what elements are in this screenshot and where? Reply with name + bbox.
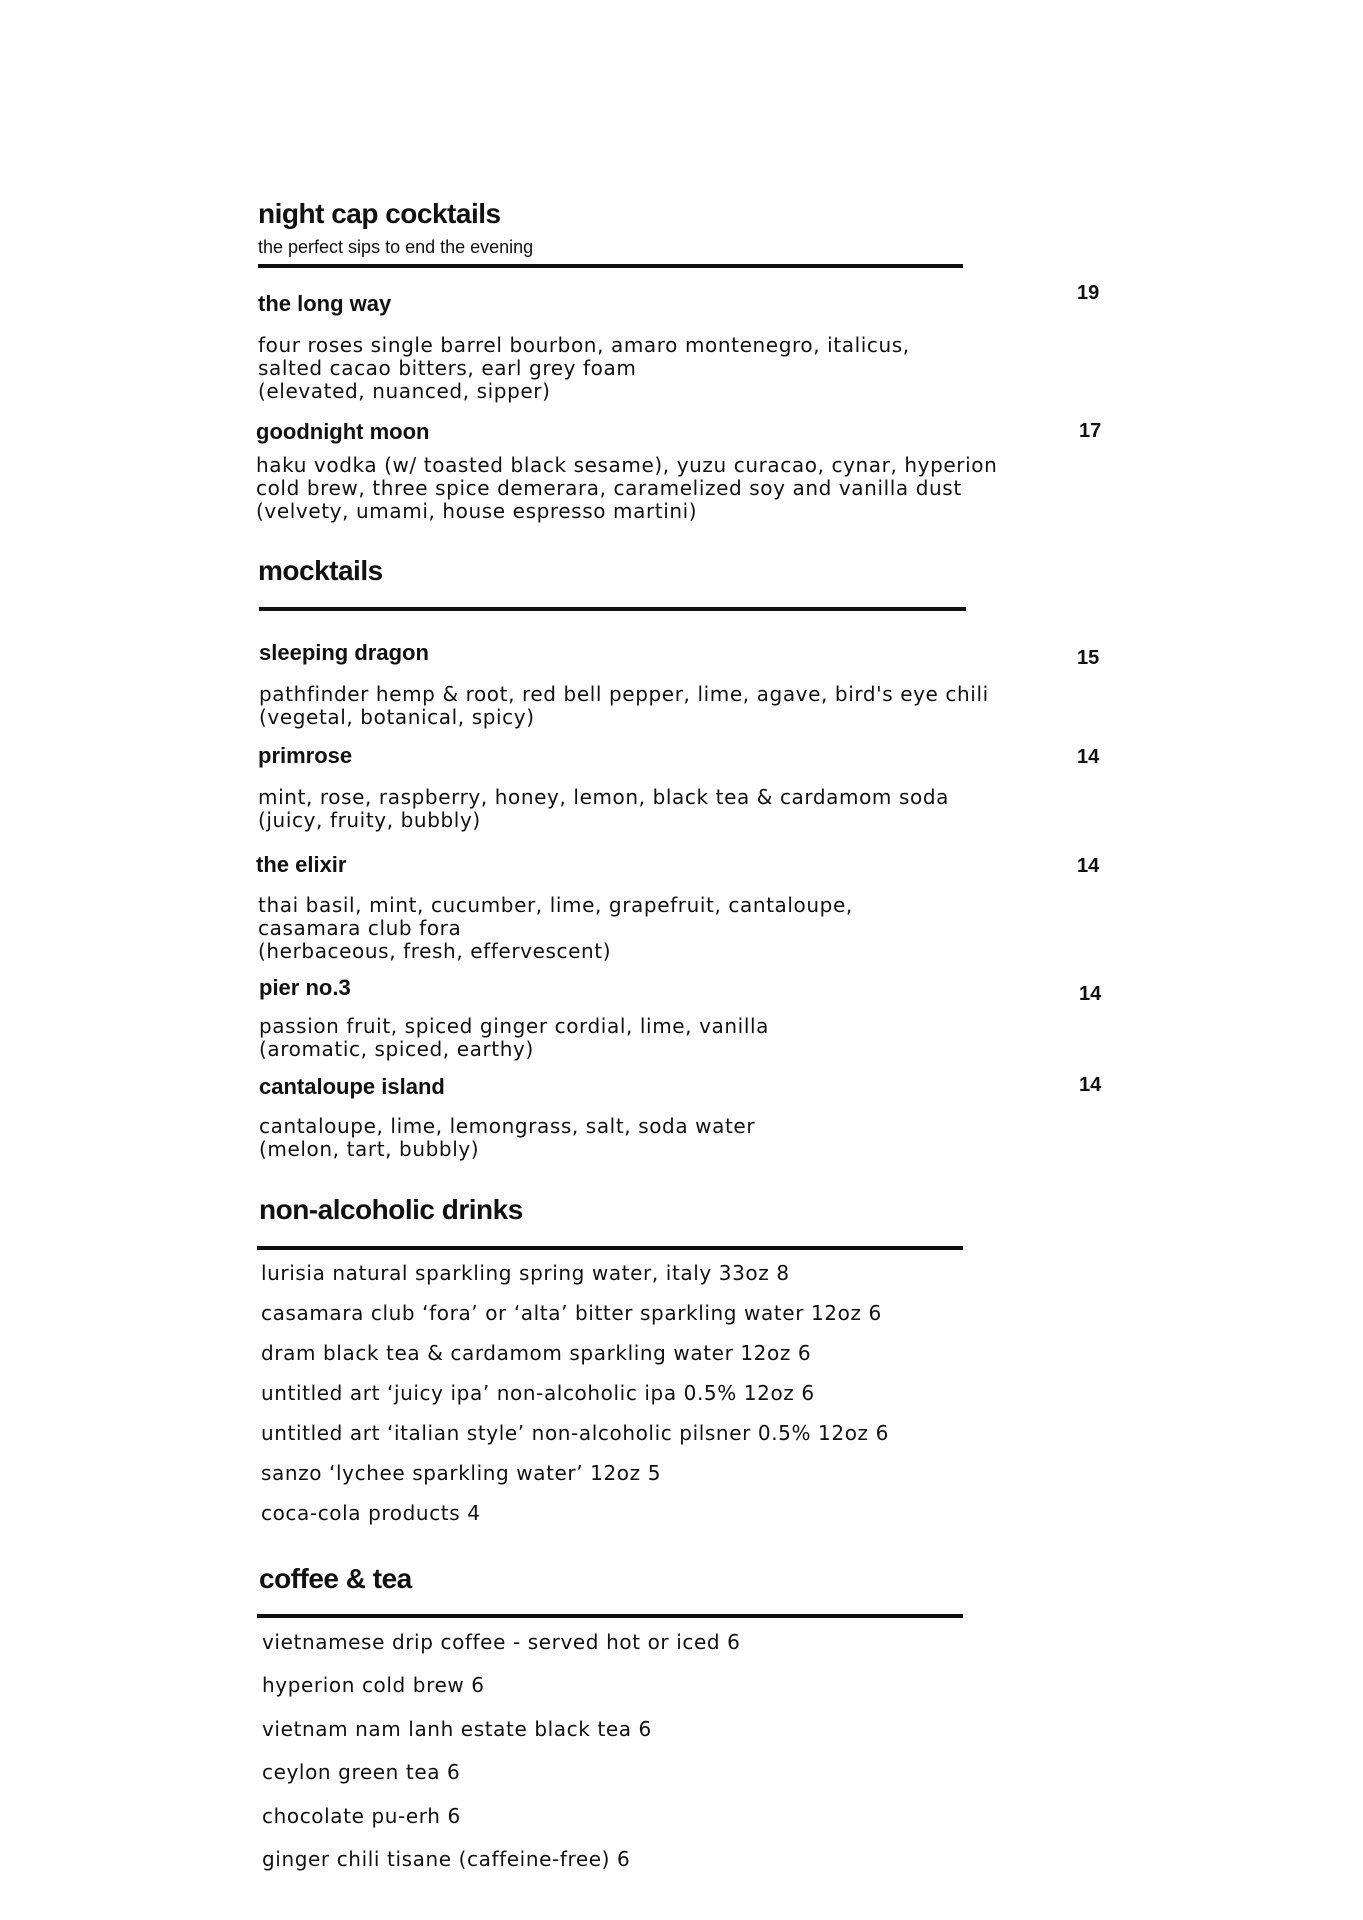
item-description: cantaloupe, lime, lemongrass, salt, soda water (melon, tart, bubbly) xyxy=(259,1114,756,1161)
drink-item: ceylon green tea 6 xyxy=(262,1760,461,1784)
item-price: 14 xyxy=(1077,746,1100,768)
night-cap-heading: night cap cocktails xyxy=(258,198,501,229)
item-price: 14 xyxy=(1079,1074,1102,1096)
item-name: sleeping dragon xyxy=(259,640,429,665)
item-name: cantaloupe island xyxy=(259,1074,445,1099)
night-cap-divider xyxy=(258,264,963,268)
drink-item: vietnam nam lanh estate black tea 6 xyxy=(262,1717,652,1741)
item-name: the elixir xyxy=(256,852,347,877)
mocktails-heading: mocktails xyxy=(258,555,383,586)
coffee-tea-heading: coffee & tea xyxy=(259,1563,412,1594)
item-name: pier no.3 xyxy=(259,975,351,1000)
item-name: the long way xyxy=(258,291,392,316)
item-description: passion fruit, spiced ginger cordial, lime, vanilla (aromatic, spiced, earthy) xyxy=(259,1014,769,1061)
drink-item: dram black tea & cardamom sparkling water 12oz 6 xyxy=(261,1341,812,1365)
drink-item: ginger chili tisane (caffeine-free) 6 xyxy=(262,1847,631,1871)
drink-item: vietnamese drip coffee - served hot or iced 6 xyxy=(262,1630,741,1654)
item-price: 15 xyxy=(1077,647,1100,669)
coffee-tea-divider xyxy=(257,1614,963,1618)
drink-item: casamara club ‘fora’ or ‘alta’ bitter sparkling water 12oz 6 xyxy=(261,1301,882,1325)
drink-item: lurisia natural sparkling spring water, italy 33oz 8 xyxy=(261,1261,790,1285)
item-price: 19 xyxy=(1077,282,1100,304)
non-alcoholic-divider xyxy=(257,1246,963,1250)
item-description: pathfinder hemp & root, red bell pepper, lime, agave, bird's eye chili (vegetal, botanical, spicy) xyxy=(259,682,989,729)
item-description: four roses single barrel bourbon, amaro montenegro, italicus, salted cacao bitters, earl grey foam (elevated, nuanced, sipper) xyxy=(258,333,910,403)
item-description: haku vodka (w/ toasted black sesame), yuzu curacao, cynar, hyperion cold brew, three spice demerara, caramelized soy and vanilla dust (velvety, umami, house espresso martini) xyxy=(256,453,998,523)
item-price: 17 xyxy=(1079,420,1102,442)
drink-item: sanzo ‘lychee sparkling water’ 12oz 5 xyxy=(261,1461,662,1485)
non-alcoholic-heading: non-alcoholic drinks xyxy=(259,1194,523,1225)
item-price: 14 xyxy=(1079,983,1102,1005)
mocktails-divider xyxy=(259,607,966,611)
night-cap-subtitle: the perfect sips to end the evening xyxy=(258,237,534,257)
item-name: primrose xyxy=(258,743,353,768)
drink-item: hyperion cold brew 6 xyxy=(262,1673,485,1697)
item-description: mint, rose, raspberry, honey, lemon, black tea & cardamom soda (juicy, fruity, bubbly) xyxy=(258,785,949,832)
item-name: goodnight moon xyxy=(256,419,430,444)
drink-item: untitled art ‘juicy ipa’ non-alcoholic ipa 0.5% 12oz 6 xyxy=(261,1381,815,1405)
item-price: 14 xyxy=(1077,855,1100,877)
item-description: thai basil, mint, cucumber, lime, grapefruit, cantaloupe, casamara club fora (herbaceous, fresh, effervescent) xyxy=(258,893,853,963)
drink-item: chocolate pu-erh 6 xyxy=(262,1804,461,1828)
drink-item: untitled art ‘italian style’ non-alcoholic pilsner 0.5% 12oz 6 xyxy=(261,1421,889,1445)
drink-item: coca-cola products 4 xyxy=(261,1501,481,1525)
